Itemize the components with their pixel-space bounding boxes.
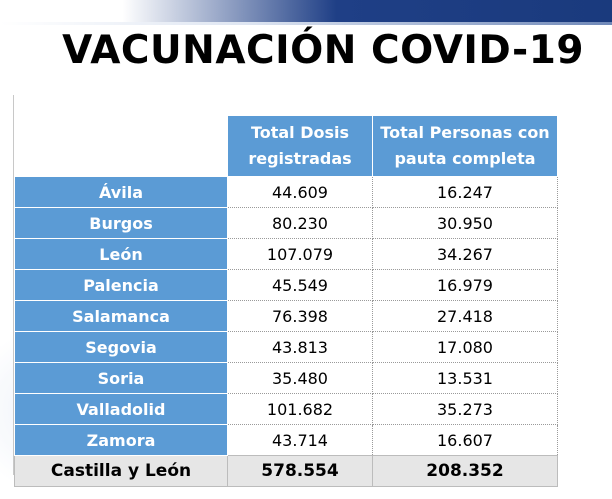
pauta-cell: 16.247 [373, 177, 558, 208]
total-pauta-cell: 208.352 [373, 456, 558, 487]
top-banner [0, 0, 612, 22]
total-dosis-cell: 578.554 [228, 456, 373, 487]
province-cell: Ávila [15, 177, 228, 208]
table-row [15, 177, 558, 208]
dosis-cell: 43.714 [228, 425, 373, 456]
table-row [15, 239, 558, 270]
pauta-cell: 16.607 [373, 425, 558, 456]
header-total-personas: Total Personas con pauta completa [373, 116, 558, 177]
top-banner-underline [0, 22, 612, 25]
header-corner [15, 116, 228, 177]
vaccination-table [14, 115, 558, 487]
pauta-cell: 16.979 [373, 270, 558, 301]
pauta-cell: 13.531 [373, 363, 558, 394]
dosis-cell: 76.398 [228, 301, 373, 332]
province-cell: Zamora [15, 425, 228, 456]
pauta-cell: 35.273 [373, 394, 558, 425]
table-row [15, 301, 558, 332]
province-cell: Burgos [15, 208, 228, 239]
total-label-cell: Castilla y León [15, 456, 228, 487]
table-row [15, 270, 558, 301]
header-total-dosis: Total Dosis registradas [228, 116, 373, 177]
province-cell: Segovia [15, 332, 228, 363]
table-row [15, 208, 558, 239]
province-cell: Salamanca [15, 301, 228, 332]
province-cell: Soria [15, 363, 228, 394]
table-row [15, 363, 558, 394]
pauta-cell: 30.950 [373, 208, 558, 239]
pauta-cell: 34.267 [373, 239, 558, 270]
province-cell: León [15, 239, 228, 270]
page-title: VACUNACIÓN COVID-19 [62, 28, 584, 73]
table-row [15, 425, 558, 456]
dosis-cell: 43.813 [228, 332, 373, 363]
dosis-cell: 45.549 [228, 270, 373, 301]
dosis-cell: 101.682 [228, 394, 373, 425]
dosis-cell: 44.609 [228, 177, 373, 208]
province-cell: Valladolid [15, 394, 228, 425]
pauta-cell: 17.080 [373, 332, 558, 363]
total-row [15, 456, 558, 487]
dosis-cell: 80.230 [228, 208, 373, 239]
table-header-row [15, 116, 558, 177]
province-cell: Palencia [15, 270, 228, 301]
table-row [15, 394, 558, 425]
dosis-cell: 107.079 [228, 239, 373, 270]
table-row [15, 332, 558, 363]
dosis-cell: 35.480 [228, 363, 373, 394]
pauta-cell: 27.418 [373, 301, 558, 332]
